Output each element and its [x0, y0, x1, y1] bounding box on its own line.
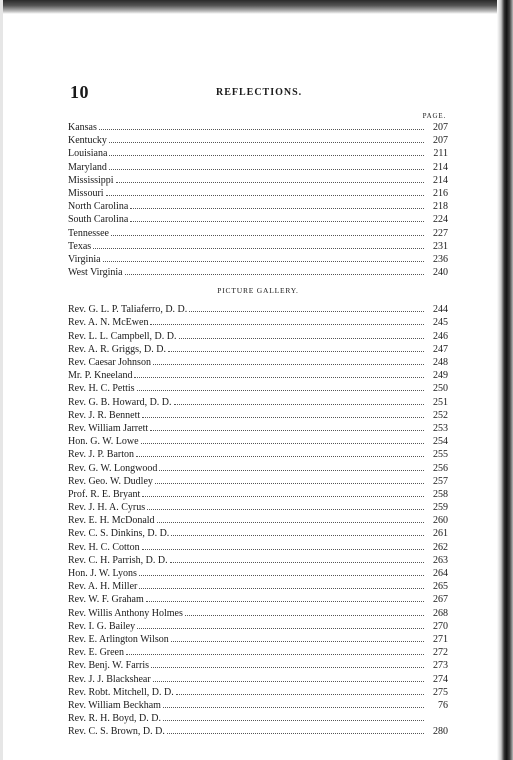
toc-entry: [40, 646, 448, 659]
dot-leader: [136, 448, 424, 457]
entry-name: Rev. C. S. Dinkins, D. D.: [68, 528, 170, 540]
dot-leader: [179, 330, 424, 339]
toc-entry: [40, 174, 448, 187]
scan-edge-left: [0, 0, 3, 760]
dot-leader: [142, 488, 424, 497]
toc-entry: [40, 712, 448, 725]
dot-leader: [147, 501, 424, 510]
toc-entry: [40, 422, 448, 435]
entry-page: 261: [433, 528, 448, 540]
entry-name: Hon. G. W. Lowe: [68, 436, 139, 448]
entry-page: 270: [433, 620, 448, 632]
entry-name: Prof. R. E. Bryant: [68, 488, 141, 500]
dot-leader: [185, 607, 424, 616]
toc-entry: [40, 213, 448, 226]
toc-entry: [40, 266, 448, 279]
entry-name: Texas: [68, 240, 92, 252]
dot-leader: [139, 567, 424, 576]
toc-entry: [40, 369, 448, 382]
dot-leader: [171, 633, 424, 642]
entry-name: Rev. H. C. Pettis: [68, 383, 135, 395]
entry-name: Rev. J. P. Barton: [68, 449, 135, 461]
entry-page: 259: [433, 502, 448, 514]
entry-name: Louisiana: [68, 148, 108, 160]
toc-entry: [40, 554, 448, 567]
entry-page: 268: [433, 607, 448, 619]
toc-entry: [40, 343, 448, 356]
entry-name: Mr. P. Kneeland: [68, 370, 133, 382]
toc-entry: [40, 514, 448, 527]
entry-page: 236: [433, 253, 448, 265]
toc-entry: [40, 673, 448, 686]
entry-page: 251: [433, 396, 448, 408]
entry-page: 216: [433, 187, 448, 199]
dot-leader: [163, 712, 424, 721]
toc-entry: [40, 396, 448, 409]
dot-leader: [150, 316, 424, 325]
entry-name: Rev. A. H. Miller: [68, 581, 138, 593]
toc-entry: [40, 316, 448, 329]
toc-entry: [40, 475, 448, 488]
dot-leader: [142, 541, 424, 550]
dot-leader: [153, 356, 424, 365]
entry-page: 240: [433, 267, 448, 279]
running-title: REFLECTIONS.: [216, 87, 303, 98]
section-title: PICTURE GALLERY.: [217, 286, 299, 296]
entry-page: 244: [433, 304, 448, 316]
entry-page: 247: [433, 343, 448, 355]
dot-leader: [176, 686, 424, 695]
entry-page: 256: [433, 462, 448, 474]
entry-name: Rev. Robt. Mitchell, D. D.: [68, 686, 174, 698]
entry-page: 218: [433, 201, 448, 213]
dot-leader: [99, 121, 424, 130]
toc-entry: [40, 435, 448, 448]
entry-name: Rev. C. H. Parrish, D. D.: [68, 554, 168, 566]
dot-leader: [159, 462, 424, 471]
entry-page: 263: [433, 554, 448, 566]
dot-leader: [134, 369, 424, 378]
entry-page: 224: [433, 214, 448, 226]
entry-name: Rev. L. L. Campbell, D. D.: [68, 330, 177, 342]
dot-leader: [93, 240, 424, 249]
toc-entry: [40, 382, 448, 395]
toc-entry: [40, 462, 448, 475]
toc-entry: [40, 725, 448, 738]
dot-leader: [137, 620, 424, 629]
dot-leader: [139, 580, 424, 589]
dot-leader: [174, 396, 424, 405]
entry-name: North Carolina: [68, 201, 129, 213]
dot-leader: [103, 253, 424, 262]
entry-page: 250: [433, 383, 448, 395]
entry-name: Kansas: [68, 122, 97, 133]
toc-entry: [40, 147, 448, 160]
book-page: [40, 82, 448, 738]
entry-page: 257: [433, 475, 448, 487]
toc-entry: [40, 593, 448, 606]
toc-entry: [40, 121, 448, 134]
entry-name: Rev. Caesar Johnson: [68, 357, 151, 368]
toc-entry: [40, 633, 448, 646]
dot-leader: [170, 554, 424, 563]
dot-leader: [155, 475, 424, 484]
toc-entry: [40, 253, 448, 266]
page-number: 10: [70, 82, 89, 102]
entry-page: 255: [433, 449, 448, 461]
toc-entry: [40, 541, 448, 554]
dot-leader: [189, 303, 424, 312]
dot-leader: [116, 174, 424, 183]
toc-entry: [40, 699, 448, 712]
entry-page: 249: [433, 370, 448, 382]
dot-leader: [130, 200, 424, 209]
entry-name: West Virginia: [68, 267, 123, 279]
toc-entry: [40, 356, 448, 369]
dot-leader: [163, 699, 424, 708]
page-header: [40, 82, 448, 104]
page-column-heading: PAGE.: [422, 112, 446, 120]
toc-entry: [40, 607, 448, 620]
entry-name: Rev. G. W. Longwood: [68, 462, 158, 474]
entry-page: 265: [433, 581, 448, 593]
entry-page: 252: [433, 409, 448, 421]
entry-page: 246: [433, 330, 448, 342]
toc-entry: [40, 527, 448, 540]
entry-name: Tennessee: [68, 227, 109, 239]
dot-leader: [130, 213, 424, 222]
picture-gallery-list: [40, 303, 448, 738]
entry-page: 273: [433, 660, 448, 672]
entry-page: 280: [433, 726, 448, 738]
entry-page: 211: [433, 148, 448, 160]
toc-entry: [40, 187, 448, 200]
entry-name: Rev. R. H. Boyd, D. D.: [68, 713, 161, 725]
toc-entry: [40, 227, 448, 240]
dot-leader: [168, 343, 424, 352]
dot-leader: [137, 382, 424, 391]
toc-entry: [40, 330, 448, 343]
entry-name: Rev. J. H. A. Cyrus: [68, 502, 146, 514]
toc-entry: [40, 686, 448, 699]
entry-page: 272: [433, 647, 448, 659]
entry-name: Rev. Willis Anthony Holmes: [68, 607, 183, 619]
toc-entry: [40, 134, 448, 147]
entry-name: Rev. E. H. McDonald: [68, 515, 155, 527]
toc-entry: [40, 303, 448, 316]
dot-leader: [109, 147, 424, 156]
dot-leader: [171, 527, 424, 536]
entry-name: Rev. William Jarrett: [68, 422, 149, 434]
entry-name: Kentucky: [68, 135, 107, 147]
entry-name: Rev. W. F. Graham: [68, 594, 144, 606]
entry-page: 254: [433, 436, 448, 448]
dot-leader: [111, 227, 424, 236]
entry-page: 271: [433, 633, 448, 645]
entry-name: Maryland: [68, 161, 107, 173]
entry-name: Rev. Benj. W. Farris: [68, 660, 150, 672]
entry-name: Rev. I. G. Bailey: [68, 620, 136, 632]
entry-name: Missouri: [68, 187, 104, 199]
scan-edge-top: [0, 0, 513, 14]
entry-name: Rev. E. Arlington Wilson: [68, 633, 169, 645]
entry-page: 214: [433, 174, 448, 186]
entry-name: South Carolina: [68, 214, 129, 226]
dot-leader: [151, 659, 424, 668]
dot-leader: [153, 673, 424, 682]
dot-leader: [167, 725, 424, 734]
entry-name: Rev. William Beckham: [68, 699, 161, 711]
entry-name: Mississippi: [68, 174, 114, 186]
dot-leader: [157, 514, 424, 523]
dot-leader: [106, 187, 424, 196]
entry-page: 274: [433, 673, 448, 685]
toc-entry: [40, 488, 448, 501]
dot-leader: [150, 422, 424, 431]
entry-page: 262: [433, 541, 448, 553]
entry-name: Rev. A. R. Griggs, D. D.: [68, 343, 166, 355]
entry-name: Rev. H. C. Cotton: [68, 541, 140, 553]
entry-page: 264: [433, 568, 448, 579]
dot-leader: [109, 134, 424, 143]
dot-leader: [125, 266, 424, 275]
entry-name: Rev. C. S. Brown, D. D.: [68, 726, 165, 738]
entry-page: 207: [433, 135, 448, 147]
toc-entry: [40, 240, 448, 253]
scan-edge-right: [497, 0, 513, 760]
toc-entry: [40, 409, 448, 422]
states-list: [40, 121, 448, 279]
toc-entry: [40, 620, 448, 633]
dot-leader: [141, 435, 424, 444]
entry-name: Rev. E. Green: [68, 647, 124, 659]
entry-name: Rev. G. B. Howard, D. D.: [68, 396, 172, 408]
entry-name: Rev. Geo. W. Dudley: [68, 475, 153, 487]
entry-page: 253: [433, 422, 448, 434]
entry-page: 248: [433, 357, 448, 368]
entry-page: 207: [433, 122, 448, 133]
entry-name: Rev. G. L. P. Taliaferro, D. D.: [68, 304, 188, 316]
dot-leader: [146, 593, 424, 602]
dot-leader: [142, 409, 424, 418]
entry-page: 245: [433, 317, 448, 329]
entry-page: 275: [433, 686, 448, 698]
entry-name: Rev. J. R. Bennett: [68, 409, 141, 421]
toc-entry: [40, 448, 448, 461]
entry-page: 227: [433, 227, 448, 239]
toc-entry: [40, 567, 448, 580]
dot-leader: [126, 646, 424, 655]
entry-page: 260: [433, 515, 448, 527]
entry-page: 231: [433, 240, 448, 252]
entry-page: 258: [433, 488, 448, 500]
entry-name: Rev. A. N. McEwen: [68, 317, 149, 329]
toc-entry: [40, 161, 448, 174]
toc-entry: [40, 659, 448, 672]
entry-name: Hon. J. W. Lyons: [68, 568, 137, 579]
entry-page: 76: [438, 699, 448, 711]
dot-leader: [109, 161, 424, 170]
entry-page: 267: [433, 594, 448, 606]
entry-page: 214: [433, 161, 448, 173]
toc-entry: [40, 580, 448, 593]
toc-entry: [40, 501, 448, 514]
entry-name: Virginia: [68, 253, 101, 265]
toc-entry: [40, 200, 448, 213]
entry-name: Rev. J. J. Blackshear: [68, 673, 151, 685]
